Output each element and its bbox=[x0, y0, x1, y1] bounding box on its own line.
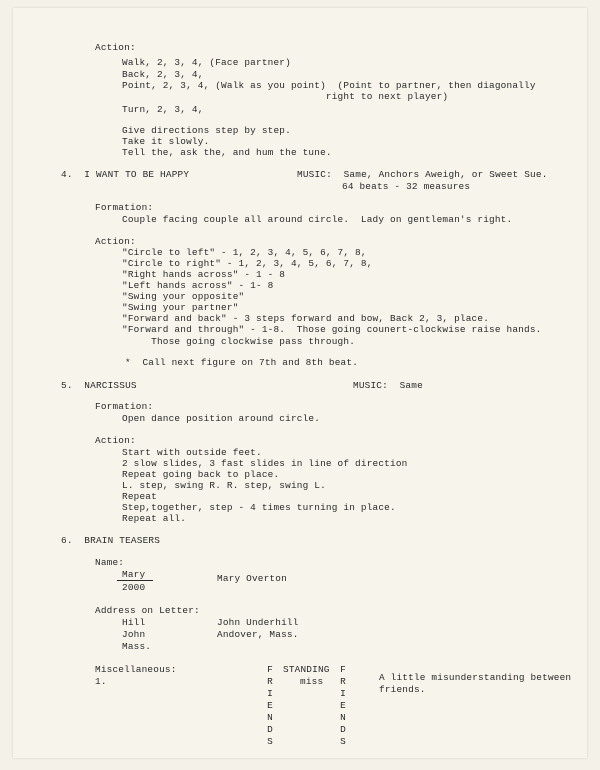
action-heading: Action: bbox=[95, 42, 136, 53]
action-line: "Circle to left" - 1, 2, 3, 4, 5, 6, 7, 8, bbox=[122, 247, 367, 258]
action-line: "Forward and back" - 3 steps forward and bow, Back 2, 3, place. bbox=[122, 313, 490, 324]
action-line: "Left hands across" - 1- 8 bbox=[122, 280, 274, 291]
action-line: Step,together, step - 4 times turning in place. bbox=[122, 502, 396, 513]
action-line: right to next player) bbox=[122, 91, 449, 102]
formation-heading: Formation: bbox=[95, 202, 154, 213]
action-line: Walk, 2, 3, 4, (Face partner) bbox=[122, 57, 291, 68]
friends-letter: R bbox=[267, 676, 273, 687]
friends-letter: E bbox=[267, 700, 273, 711]
section-4-beats: 64 beats - 32 measures bbox=[342, 181, 471, 192]
formation-text: Open dance position around circle. bbox=[122, 413, 321, 424]
action-line: Repeat all. bbox=[122, 513, 187, 524]
address-heading: Address on Letter: bbox=[95, 605, 200, 616]
name-bottom: 2000 bbox=[122, 582, 146, 593]
note-line: Tell the, ask the, and hum the tune. bbox=[122, 147, 332, 158]
action-line: "Swing your partner" bbox=[122, 302, 239, 313]
action-line: 2 slow slides, 3 fast slides in line of direction bbox=[122, 458, 408, 469]
friends-letter: E bbox=[340, 700, 346, 711]
name-heading: Name: bbox=[95, 557, 125, 568]
address-left-line: Hill bbox=[122, 617, 146, 628]
friends-letter: D bbox=[340, 724, 346, 735]
section-5-music: MUSIC: Same bbox=[353, 380, 423, 391]
action-line: Repeat bbox=[122, 491, 157, 502]
friends-letter: N bbox=[267, 712, 273, 723]
action-line: "Right hands across" - 1 - 8 bbox=[122, 269, 286, 280]
name-top: Mary bbox=[122, 569, 146, 580]
action-line: Those going clockwise pass through. bbox=[122, 336, 356, 347]
friends-letter: I bbox=[267, 688, 273, 699]
action-line: Back, 2, 3, 4, bbox=[122, 69, 204, 80]
action-line: L. step, swing R. R. step, swing L. bbox=[122, 480, 326, 491]
friends-letter: D bbox=[267, 724, 273, 735]
formation-heading: Formation: bbox=[95, 401, 154, 412]
section-5-title: 5. NARCISSUS bbox=[61, 380, 137, 391]
action-line: Point, 2, 3, 4, (Walk as you point) (Point to partner, then diagonally bbox=[122, 80, 536, 91]
action-line: Repeat going back to place. bbox=[122, 469, 280, 480]
friends-letter: F bbox=[267, 664, 273, 675]
note-line: Give directions step by step. bbox=[122, 125, 291, 136]
friends-letter: R bbox=[340, 676, 346, 687]
friends-letter: F bbox=[340, 664, 346, 675]
note-line: Take it slowly. bbox=[122, 136, 210, 147]
friends-letter: I bbox=[340, 688, 346, 699]
address-right-line: Andover, Mass. bbox=[217, 629, 299, 640]
name-answer: Mary Overton bbox=[217, 573, 287, 584]
formation-text: Couple facing couple all around circle. Lady on gentleman's right. bbox=[122, 214, 513, 225]
friends-letter: S bbox=[340, 736, 346, 747]
misc-answer-line: friends. bbox=[379, 684, 426, 695]
address-left-line: John bbox=[122, 629, 146, 640]
action-line: Turn, 2, 3, 4, bbox=[122, 104, 204, 115]
friends-letter: S bbox=[267, 736, 273, 747]
address-right-line: John Underhill bbox=[217, 617, 299, 628]
action-line: Start with outside feet. bbox=[122, 447, 262, 458]
section-4-music: MUSIC: Same, Anchors Aweigh, or Sweet Sue. bbox=[297, 169, 548, 180]
section-6-title: 6. BRAIN TEASERS bbox=[61, 535, 161, 546]
misc-answer-line: A little misunderstanding between bbox=[379, 672, 572, 683]
action-heading: Action: bbox=[95, 435, 136, 446]
action-line: "Circle to right" - 1, 2, 3, 4, 5, 6, 7, 8, bbox=[122, 258, 373, 269]
misc-heading: Miscellaneous: bbox=[95, 664, 177, 675]
action-line: "Forward and through" - 1-8. Those going counert-clockwise raise hands. bbox=[122, 324, 542, 335]
action-line: "Swing your opposite" bbox=[122, 291, 245, 302]
action-heading: Action: bbox=[95, 236, 136, 247]
section-4-title: 4. I WANT TO BE HAPPY bbox=[61, 169, 190, 180]
standing-word: STANDING bbox=[283, 664, 330, 675]
section-4-note: * Call next figure on 7th and 8th beat. bbox=[125, 357, 359, 368]
miss-word: miss bbox=[300, 676, 324, 687]
fraction-bar bbox=[117, 580, 153, 581]
friends-letter: N bbox=[340, 712, 346, 723]
address-left-line: Mass. bbox=[122, 641, 152, 652]
misc-number: 1. bbox=[95, 676, 107, 687]
document-page bbox=[13, 8, 587, 758]
